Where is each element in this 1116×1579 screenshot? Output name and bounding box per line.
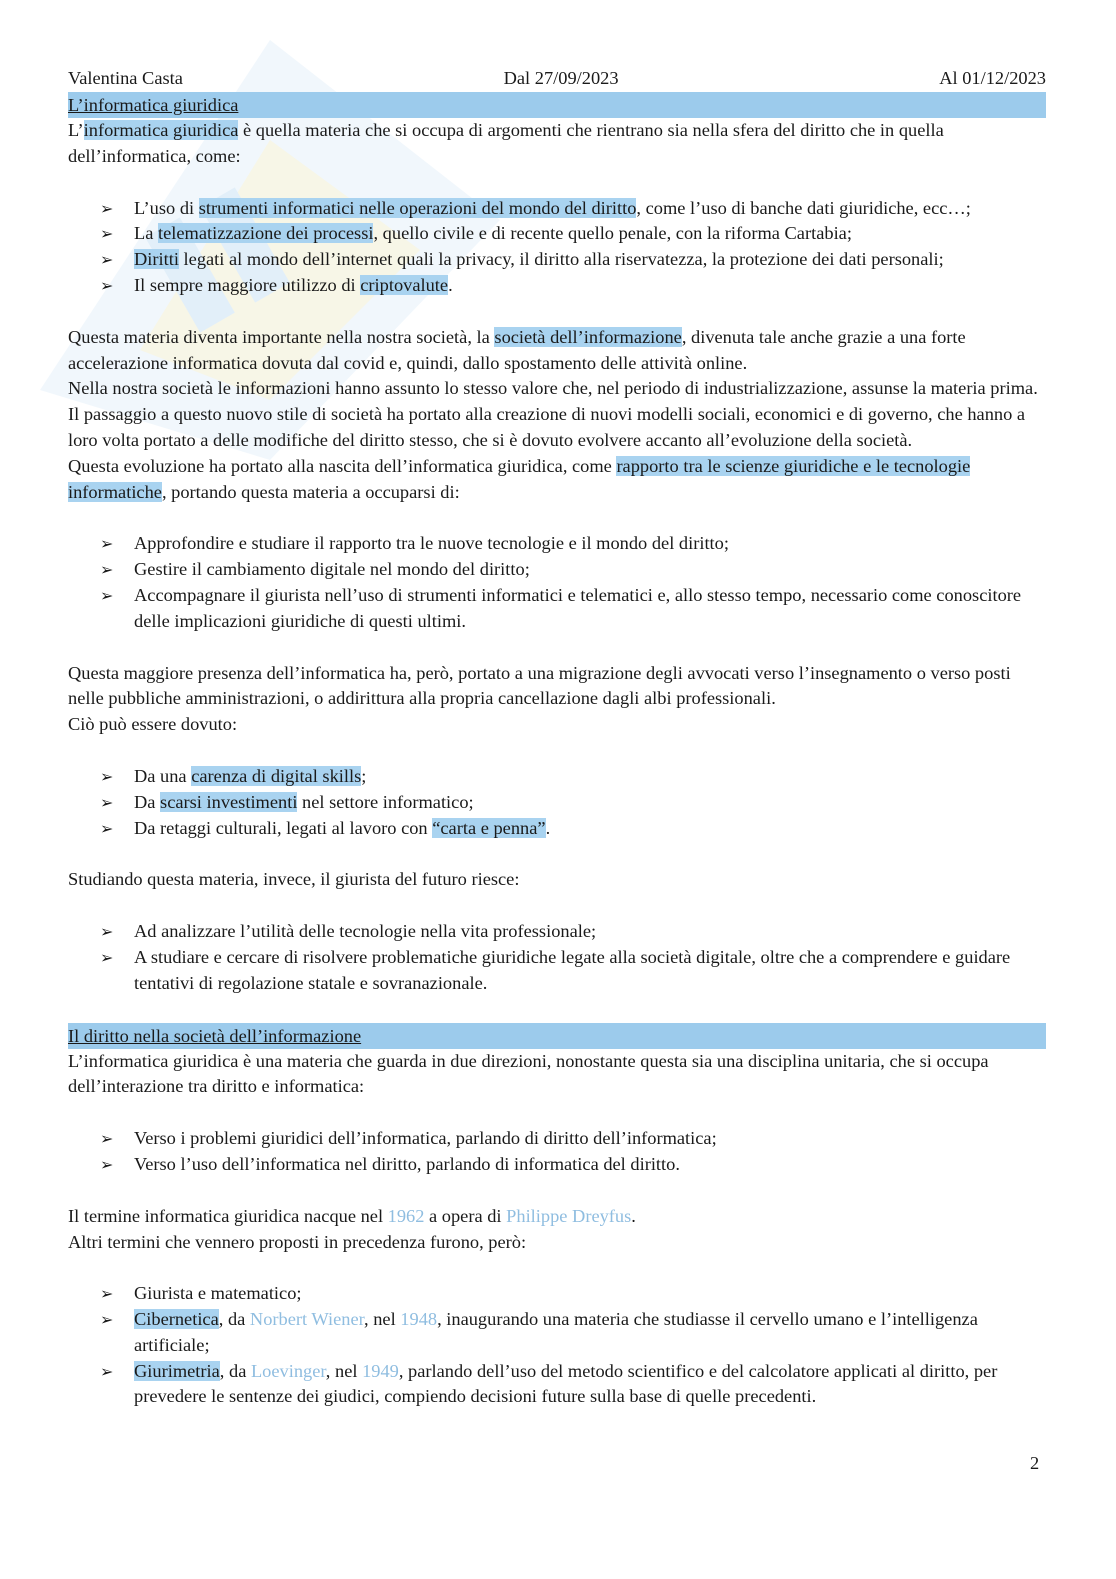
list-item: ➢ La telematizzazione dei processi, quello civile e di recente quello penale, con la riforma Cartabia;: [134, 221, 1046, 247]
header-to-date: Al 01/12/2023: [939, 68, 1046, 88]
list-item: ➢ Gestire il cambiamento digitale nel mondo del diritto;: [134, 557, 1046, 583]
arrow-bullet-icon: ➢: [100, 792, 114, 812]
arrow-bullet-icon: ➢: [100, 947, 114, 967]
list-item: ➢ Da una carenza di digital skills;: [134, 764, 1046, 790]
list-item: ➢ Il sempre maggiore utilizzo di criptovalute.: [134, 273, 1046, 299]
paragraph: Questa materia diventa importante nella nostra società, la società dell’informazione, divenuta tale anche grazie a una forte accelerazione informatica dovuta dal covid e, quindi, dallo spostamento delle attività online.: [68, 326, 966, 373]
paragraph: Questa maggiore presenza dell’informatica ha, però, portato a una migrazione degli avvocati verso l’insegnamento o verso posti nelle pubbliche amministrazioni, o addirittura alla propria cancellazione dagli albi professionali.: [68, 662, 1011, 709]
bullet-list: [68, 196, 1046, 299]
bullet-list: [68, 919, 1046, 996]
bullet-list: [68, 1126, 1046, 1178]
section-title-1: L’informatica giuridica: [68, 92, 1046, 118]
page-header: [68, 66, 1046, 92]
list-item: ➢ Approfondire e studiare il rapporto tra le nuove tecnologie e il mondo del diritto;: [134, 531, 1046, 557]
header-author: Valentina Casta: [68, 68, 183, 88]
arrow-bullet-icon: ➢: [100, 1361, 114, 1381]
arrow-bullet-icon: ➢: [100, 818, 114, 838]
list-item: ➢ Accompagnare il giurista nell’uso di strumenti informatici e telematici e, allo stesso tempo, necessario come conoscitore delle implicazioni giuridiche di questi ultimi.: [100, 584, 1022, 631]
list-item: ➢ A studiare e cercare di risolvere problematiche giuridiche legate alla società digitale, oltre che a comprendere e guidare tentativi di regolazione statale e sovranazionale.: [100, 946, 1011, 993]
header-from-date: Dal 27/09/2023: [503, 68, 619, 88]
page-number: 2: [1030, 1453, 1040, 1473]
paragraph: Altri termini che vennero proposti in precedenza furono, però:: [68, 1231, 527, 1252]
list-item: ➢ Verso l’uso dell’informatica nel diritto, parlando di informatica del diritto.: [134, 1152, 1046, 1178]
paragraph: Il passaggio a questo nuovo stile di società ha portato alla creazione di nuovi modelli sociali, economici e di governo, che hanno a loro volta portato a delle modifiche del diritto stesso, che si è dovuto evolvere accanto all’evoluzione della società.: [68, 404, 1026, 450]
list-item: ➢ Da scarsi investimenti nel settore informatico;: [134, 790, 1046, 816]
paragraph: Ciò può essere dovuto:: [68, 714, 238, 735]
arrow-bullet-icon: ➢: [100, 1129, 114, 1149]
paragraph: Studiando questa materia, invece, il giurista del futuro riesce:: [68, 869, 520, 890]
paragraph: Il termine informatica giuridica nacque nel 1962 a opera di Philippe Dreyfus.: [68, 1205, 636, 1226]
list-item: ➢ Diritti legati al mondo dell’internet quali la privacy, il diritto alla riservatezza, la protezione dei dati personali;: [134, 247, 1046, 273]
paragraph: Nella nostra società le informazioni hanno assunto lo stesso valore che, nel periodo di industrializzazione, assunse la materia prima.: [68, 378, 1038, 399]
bullet-list: [68, 531, 1046, 634]
arrow-bullet-icon: ➢: [100, 534, 114, 554]
arrow-bullet-icon: ➢: [100, 224, 114, 244]
arrow-bullet-icon: ➢: [100, 585, 114, 605]
arrow-bullet-icon: ➢: [100, 198, 114, 218]
arrow-bullet-icon: ➢: [100, 922, 114, 942]
arrow-bullet-icon: ➢: [100, 766, 114, 786]
list-item: ➢ Verso i problemi giuridici dell’informatica, parlando di diritto dell’informatica;: [134, 1126, 1046, 1152]
paragraph: Questa evoluzione ha portato alla nascita dell’informatica giuridica, come rapporto tra le scienze giuridiche e le tecnologie informatiche, portando questa materia a occuparsi di:: [68, 455, 971, 502]
paragraph: L’informatica giuridica è una materia che guarda in due direzioni, nonostante questa sia una disciplina unitaria, che si occupa dell’interazione tra diritto e informatica:: [68, 1050, 989, 1097]
paragraph: L’informatica giuridica è quella materia che si occupa di argomenti che rientrano sia nella sfera del diritto che in quella dell’informatica, come:: [68, 120, 944, 166]
section-title-2: Il diritto nella società dell’informazione: [68, 1023, 1046, 1049]
arrow-bullet-icon: ➢: [100, 560, 114, 580]
list-item: ➢ L’uso di strumenti informatici nelle operazioni del mondo del diritto, come l’uso di banche dati giuridiche, ecc…;: [134, 196, 1046, 222]
list-item: ➢ Ad analizzare l’utilità delle tecnologie nella vita professionale;: [134, 919, 1046, 945]
bullet-list: [68, 764, 1046, 841]
arrow-bullet-icon: ➢: [100, 1284, 114, 1304]
arrow-bullet-icon: ➢: [100, 275, 114, 295]
arrow-bullet-icon: ➢: [100, 1154, 114, 1174]
arrow-bullet-icon: ➢: [100, 1310, 114, 1330]
list-item: ➢ Giurimetria, da Loevinger, nel 1949, parlando dell’uso del metodo scientifico e del calcolatore applicati al diritto, per prevedere le sentenze dei giudici, compiendo decisioni future sulla base di quelle precedenti.: [100, 1360, 998, 1407]
arrow-bullet-icon: ➢: [100, 250, 114, 270]
list-item: ➢ Giurista e matematico;: [134, 1281, 1046, 1307]
document-page: [68, 66, 1046, 1410]
list-item: ➢ Da retaggi culturali, legati al lavoro con “carta e penna”.: [134, 816, 1046, 842]
list-item: ➢ Cibernetica, da Norbert Wiener, nel 1948, inaugurando una materia che studiasse il cervello umano e l’intelligenza artificiale;: [100, 1309, 978, 1355]
bullet-list: [68, 1281, 1046, 1410]
